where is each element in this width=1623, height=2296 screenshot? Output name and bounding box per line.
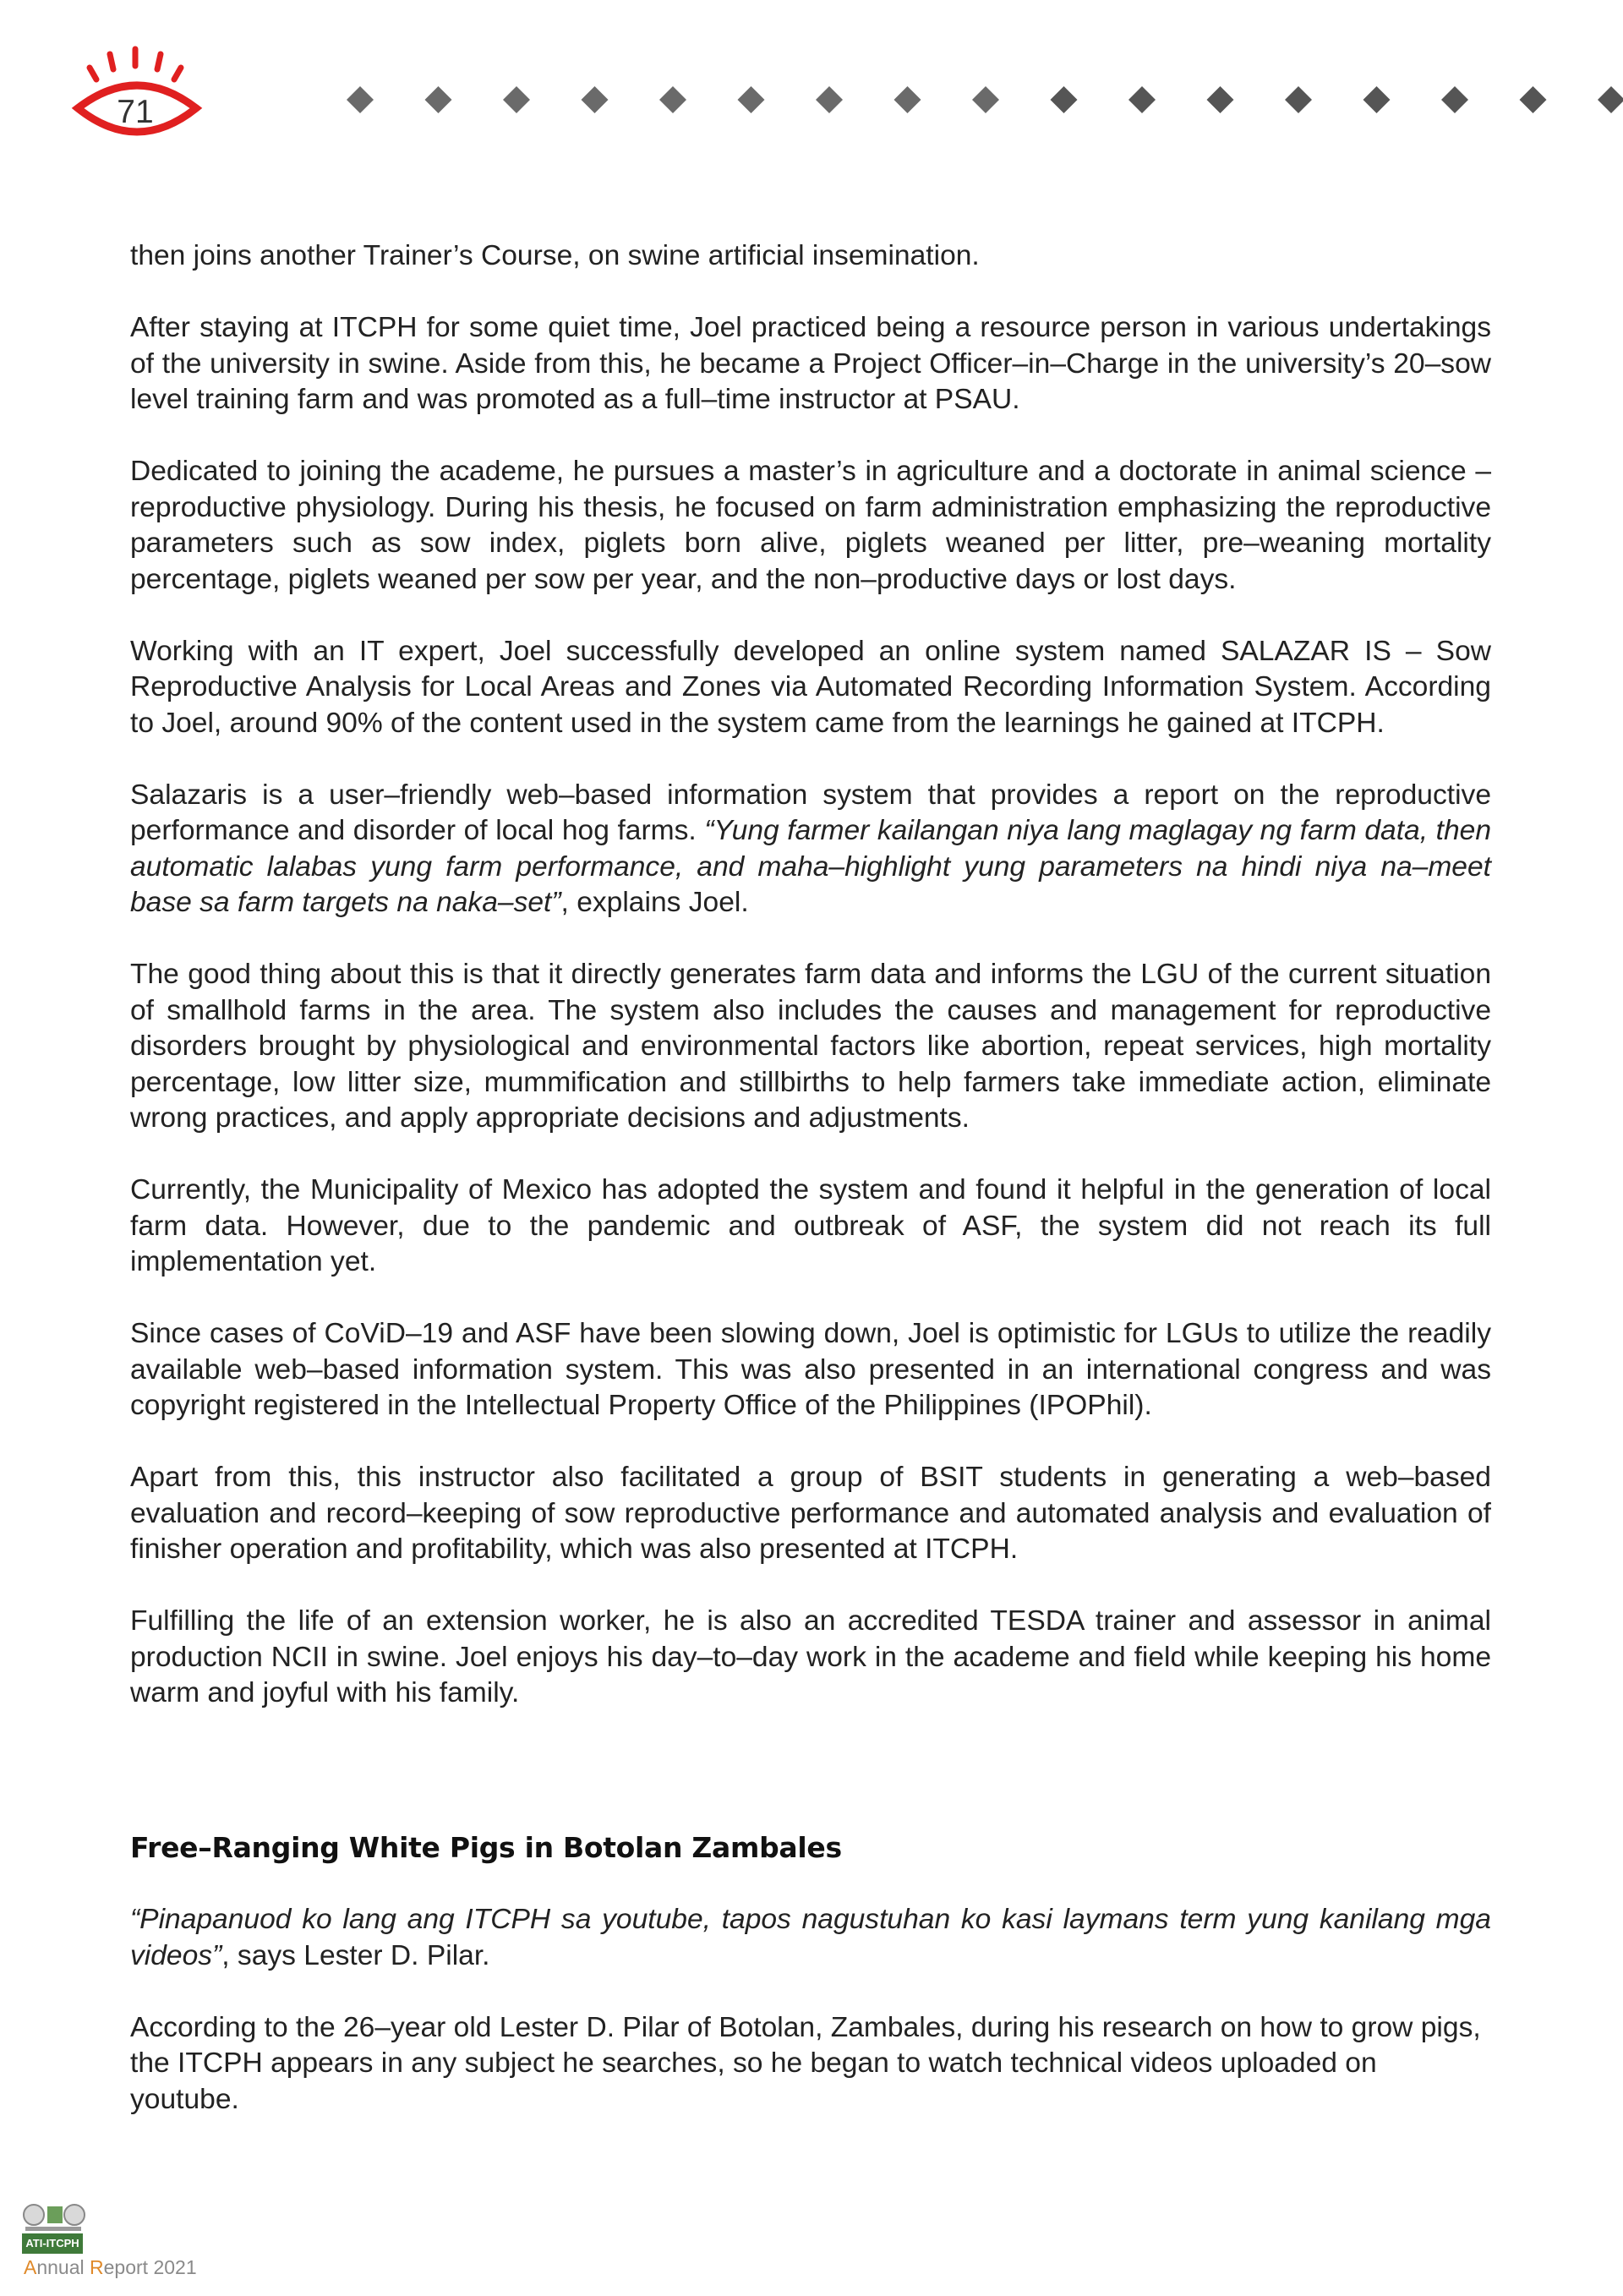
section-spacer [130,1747,1491,1830]
report-word: eport 2021 [103,2256,197,2278]
diamond-icon [503,86,530,113]
diamond-icon [582,86,609,113]
org-badge: ATI-ITCPH [22,2233,83,2254]
diamond-icon [1051,86,1078,113]
diamond-icon [1207,86,1234,113]
paragraph-text: Salazaris is a user–friendly web–based information system that provides a report on the reproductive performance and disorder of local hog farms. [130,779,1491,846]
paragraph-with-quote [130,1902,1491,1974]
diamond-icon [659,86,686,113]
diamond-icon [894,86,921,113]
diamond-icon [1441,86,1468,113]
diamond-icon [1285,86,1312,113]
page-footer [22,2198,276,2291]
diamond-icon [1363,86,1391,113]
paragraph: After staying at ITCPH for some quiet time, Joel practiced being a resource person in various undertakings of the university in swine. Aside from this, he became a Project Officer–in–Charge in the university’s 20–sow level training farm and was promoted as a full–time instructor at PSAU. [130,312,1491,415]
diamond-icon [347,86,374,113]
diamond-icon [738,86,765,113]
report-letter-a: A [24,2256,37,2278]
diamond-icon [1520,86,1547,113]
page-number: 71 [117,94,154,130]
paragraph: Since cases of CoViD–19 and ASF have been slowing down, Joel is optimistic for LGUs to utilize the readily available web–based information system. This was also presented in an international congress and was copyright registered in the Intellectual Property Office of the Philippines (IPOPhil). [130,1318,1491,1421]
paragraph: then joins another Trainer’s Course, on swine artificial insemination. [130,240,980,271]
annual-report-label [24,2255,197,2279]
section-title: Free–Ranging White Pigs in Botolan Zambales [130,1831,842,1864]
paragraph-with-quote [130,778,1491,921]
page-header [0,0,1623,169]
diamond-icon [425,86,452,113]
article-body [130,238,1491,2154]
report-letter-r: R [90,2256,104,2278]
paragraph-text: , explains Joel. [560,887,749,918]
paragraph-text: , says Lester D. Pilar. [221,1939,490,1971]
diamond-icon [1598,86,1623,113]
diamond-icon [816,86,843,113]
farmer-quote: “Yung farmer kailangan niya lang maglagay ng farm data, then automatic lalabas yung farm performance, and maha–highlight yung parameters na hindi niya na–meet base sa farm targets na naka–set” [130,815,1491,918]
paragraph: According to the 26–year old Lester D. Pilar of Botolan, Zambales, during his research on how to grow pigs, the ITCPH appears in any subject he searches, so he began to watch technical videos uploaded on youtube. [130,2011,1481,2115]
paragraph: Currently, the Municipality of Mexico has adopted the system and found it helpful in the generation of local farm data. However, due to the pandemic and outbreak of ASF, the system did not reach its full implementation yet. [130,1174,1491,1277]
paragraph: Working with an IT expert, Joel successfully developed an online system named SALAZAR IS – Sow Reproductive Analysis for Local Areas and Zones via Automated Recording Information System. According to Joel, around 90% of the content used in the system came from the learnings he gained at ITCPH. [130,635,1491,739]
diamond-icon [972,86,999,113]
diamond-icon [1128,86,1156,113]
lester-quote: “Pinapanuod ko lang ang ITCPH sa youtube, tapos nagustuhan ko kasi laymans term yung kanilang mga videos” [130,1904,1491,1971]
paragraph: Apart from this, this instructor also facilitated a group of BSIT students in generating a web–based evaluation and record–keeping of sow reproductive performance and automated analysis and evaluation of finisher operation and profitability, which was also presented at ITCPH. [130,1462,1491,1565]
paragraph: Dedicated to joining the academe, he pursues a master’s in agriculture and a doctorate in animal science – reproductive physiology. During his thesis, he focused on farm administration emphasizing the reproductive parameters such as sow index, piglets born alive, piglets weaned per litter, pre–weaning mortality percentage, piglets weaned per sow per year, and the non–productive days or lost days. [130,456,1491,595]
paragraph: Fulfilling the life of an extension worker, he is also an accredited TESDA trainer and assessor in animal production NCII in swine. Joel enjoys his day–to–day work in the academe and field while keeping his home warm and joyful with his family. [130,1605,1491,1708]
diamond-row-decoration [336,81,1623,118]
report-word: nnual [36,2256,90,2278]
paragraph: The good thing about this is that it directly generates farm data and informs the LGU of the current situation of smallhold farms in the area. The system also includes the causes and management for reproductive disorders brought by physiological and environmental factors like abortion, repeat services, high mortality percentage, low litter size, mummification and stillbirths to help farmers take immediate action, eliminate wrong practices, and apply appropriate decisions and adjustments. [130,959,1491,1134]
